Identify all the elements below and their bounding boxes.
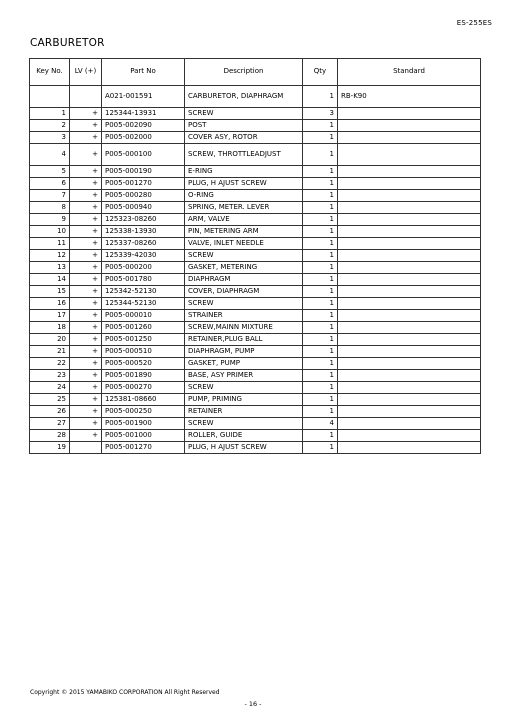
- cell-key: 13: [30, 262, 70, 274]
- cell-part-no: 125344-13931: [102, 108, 185, 120]
- cell-part-no: P005-001780: [102, 274, 185, 286]
- model-number: ES-255ES: [456, 19, 492, 27]
- table-row: [30, 190, 481, 202]
- cell-description: PLUG, H AJUST SCREW: [185, 442, 303, 454]
- cell-standard: [338, 310, 481, 322]
- cell-qty: 1: [303, 144, 338, 166]
- table-row: [30, 406, 481, 418]
- table-row: [30, 86, 481, 108]
- table-row: [30, 274, 481, 286]
- table-row: [30, 358, 481, 370]
- cell-standard: [338, 394, 481, 406]
- cell-part-no: 125342-52130: [102, 286, 185, 298]
- cell-qty: 1: [303, 86, 338, 108]
- table-row: [30, 144, 481, 166]
- cell-description: RETAINER,PLUG BALL: [185, 334, 303, 346]
- cell-lv: +: [70, 250, 102, 262]
- cell-standard: [338, 358, 481, 370]
- cell-lv: +: [70, 298, 102, 310]
- cell-qty: 1: [303, 370, 338, 382]
- cell-standard: [338, 286, 481, 298]
- cell-standard: [338, 418, 481, 430]
- page-number: - 16 -: [244, 700, 262, 708]
- cell-key: 20: [30, 334, 70, 346]
- cell-key: 27: [30, 418, 70, 430]
- header-lv: LV (+): [70, 59, 102, 86]
- cell-key: 14: [30, 274, 70, 286]
- cell-standard: [338, 214, 481, 226]
- cell-key: 28: [30, 430, 70, 442]
- cell-lv: +: [70, 322, 102, 334]
- cell-lv: [70, 86, 102, 108]
- cell-qty: 1: [303, 132, 338, 144]
- cell-part-no: P005-001260: [102, 322, 185, 334]
- cell-standard: [338, 108, 481, 120]
- cell-part-no: P005-001270: [102, 442, 185, 454]
- cell-standard: [338, 298, 481, 310]
- cell-part-no: P005-000940: [102, 202, 185, 214]
- cell-description: PUMP, PRIMING: [185, 394, 303, 406]
- cell-part-no: P005-000250: [102, 406, 185, 418]
- cell-standard: [338, 322, 481, 334]
- cell-lv: +: [70, 334, 102, 346]
- cell-qty: 1: [303, 358, 338, 370]
- cell-standard: [338, 250, 481, 262]
- cell-description: SPRING, METER. LEVER: [185, 202, 303, 214]
- cell-standard: [338, 430, 481, 442]
- cell-lv: [70, 442, 102, 454]
- cell-part-no: P005-001890: [102, 370, 185, 382]
- cell-description: ARM, VALVE: [185, 214, 303, 226]
- cell-key: 10: [30, 226, 70, 238]
- cell-standard: [338, 202, 481, 214]
- cell-description: SCREW: [185, 382, 303, 394]
- cell-key: 3: [30, 132, 70, 144]
- cell-part-no: P005-000190: [102, 166, 185, 178]
- cell-key: [30, 86, 70, 108]
- cell-lv: +: [70, 274, 102, 286]
- cell-key: 7: [30, 190, 70, 202]
- header-part-no: Part No: [102, 59, 185, 86]
- cell-part-no: P005-000280: [102, 190, 185, 202]
- cell-lv: +: [70, 382, 102, 394]
- cell-lv: +: [70, 262, 102, 274]
- cell-lv: +: [70, 108, 102, 120]
- cell-lv: +: [70, 132, 102, 144]
- cell-description: VALVE, INLET NEEDLE: [185, 238, 303, 250]
- cell-qty: 1: [303, 442, 338, 454]
- cell-description: SCREW: [185, 108, 303, 120]
- section-title: CARBURETOR: [30, 37, 105, 49]
- cell-qty: 1: [303, 166, 338, 178]
- cell-lv: +: [70, 310, 102, 322]
- table-row: [30, 132, 481, 144]
- cell-lv: +: [70, 166, 102, 178]
- table-row: [30, 166, 481, 178]
- cell-lv: +: [70, 406, 102, 418]
- cell-description: DIAPHRAGM: [185, 274, 303, 286]
- cell-key: 8: [30, 202, 70, 214]
- cell-qty: 1: [303, 238, 338, 250]
- cell-lv: +: [70, 144, 102, 166]
- table-row: [30, 238, 481, 250]
- cell-part-no: 125323-08260: [102, 214, 185, 226]
- header-qty: Qty: [303, 59, 338, 86]
- cell-key: 9: [30, 214, 70, 226]
- cell-description: COVER ASY, ROTOR: [185, 132, 303, 144]
- cell-qty: 1: [303, 250, 338, 262]
- cell-key: 6: [30, 178, 70, 190]
- cell-standard: [338, 226, 481, 238]
- table-row: [30, 418, 481, 430]
- table-row: [30, 442, 481, 454]
- cell-qty: 4: [303, 418, 338, 430]
- table-row: [30, 286, 481, 298]
- cell-qty: 1: [303, 262, 338, 274]
- header-standard: Standard: [338, 59, 481, 86]
- cell-key: 24: [30, 382, 70, 394]
- cell-qty: 1: [303, 274, 338, 286]
- cell-description: SCREW: [185, 298, 303, 310]
- cell-standard: [338, 370, 481, 382]
- cell-part-no: P005-001270: [102, 178, 185, 190]
- cell-description: COVER, DIAPHRAGM: [185, 286, 303, 298]
- table-row: [30, 430, 481, 442]
- cell-part-no: 125381-08660: [102, 394, 185, 406]
- cell-description: POST: [185, 120, 303, 132]
- cell-standard: [338, 120, 481, 132]
- cell-description: PIN, METERING ARM: [185, 226, 303, 238]
- cell-qty: 1: [303, 322, 338, 334]
- cell-standard: [338, 346, 481, 358]
- cell-lv: +: [70, 430, 102, 442]
- cell-qty: 1: [303, 346, 338, 358]
- table-row: [30, 334, 481, 346]
- cell-standard: [338, 442, 481, 454]
- cell-part-no: P005-000520: [102, 358, 185, 370]
- table-row: [30, 394, 481, 406]
- cell-description: E-RING: [185, 166, 303, 178]
- cell-lv: +: [70, 190, 102, 202]
- cell-part-no: 125344-52130: [102, 298, 185, 310]
- cell-standard: [338, 382, 481, 394]
- cell-qty: 1: [303, 430, 338, 442]
- table-row: [30, 250, 481, 262]
- cell-key: 5: [30, 166, 70, 178]
- cell-qty: 1: [303, 178, 338, 190]
- cell-lv: +: [70, 358, 102, 370]
- cell-description: SCREW, THROTTLEADJUST: [185, 144, 303, 166]
- cell-key: 19: [30, 442, 70, 454]
- cell-key: 12: [30, 250, 70, 262]
- cell-description: STRAINER: [185, 310, 303, 322]
- cell-part-no: P005-000100: [102, 144, 185, 166]
- cell-lv: +: [70, 238, 102, 250]
- cell-standard: [338, 334, 481, 346]
- table-row: [30, 346, 481, 358]
- cell-lv: +: [70, 370, 102, 382]
- cell-part-no: P005-000510: [102, 346, 185, 358]
- cell-standard: [338, 274, 481, 286]
- cell-part-no: P005-001000: [102, 430, 185, 442]
- cell-part-no: P005-001250: [102, 334, 185, 346]
- cell-description: DIAPHRAGM, PUMP: [185, 346, 303, 358]
- header-key: Key No.: [30, 59, 70, 86]
- cell-description: SCREW: [185, 418, 303, 430]
- cell-qty: 1: [303, 334, 338, 346]
- cell-description: CARBURETOR, DIAPHRAGM: [185, 86, 303, 108]
- cell-qty: 1: [303, 202, 338, 214]
- cell-lv: +: [70, 346, 102, 358]
- cell-qty: 1: [303, 394, 338, 406]
- cell-key: 23: [30, 370, 70, 382]
- table-row: [30, 214, 481, 226]
- cell-part-no: 125337-08260: [102, 238, 185, 250]
- table-row: [30, 262, 481, 274]
- cell-description: SCREW: [185, 250, 303, 262]
- cell-key: 15: [30, 286, 70, 298]
- cell-part-no: 125339-42030: [102, 250, 185, 262]
- cell-description: BASE, ASY PRIMER: [185, 370, 303, 382]
- cell-lv: +: [70, 286, 102, 298]
- cell-key: 17: [30, 310, 70, 322]
- cell-standard: [338, 262, 481, 274]
- cell-qty: 1: [303, 382, 338, 394]
- cell-description: PLUG, H AJUST SCREW: [185, 178, 303, 190]
- cell-lv: +: [70, 202, 102, 214]
- cell-lv: +: [70, 394, 102, 406]
- cell-qty: 1: [303, 120, 338, 132]
- cell-qty: 1: [303, 298, 338, 310]
- table-row: [30, 298, 481, 310]
- cell-qty: 1: [303, 214, 338, 226]
- cell-qty: 3: [303, 108, 338, 120]
- cell-part-no: P005-000270: [102, 382, 185, 394]
- cell-part-no: P005-001900: [102, 418, 185, 430]
- table-row: [30, 322, 481, 334]
- cell-part-no: P005-002000: [102, 132, 185, 144]
- cell-qty: 1: [303, 286, 338, 298]
- cell-key: 1: [30, 108, 70, 120]
- table-row: [30, 108, 481, 120]
- cell-description: SCREW,MAINN MIXTURE: [185, 322, 303, 334]
- cell-key: 26: [30, 406, 70, 418]
- cell-standard: [338, 238, 481, 250]
- cell-standard: [338, 178, 481, 190]
- cell-part-no: P005-002090: [102, 120, 185, 132]
- cell-part-no: P005-000200: [102, 262, 185, 274]
- cell-qty: 1: [303, 226, 338, 238]
- cell-part-no: A021-001591: [102, 86, 185, 108]
- header-description: Description: [185, 59, 303, 86]
- cell-description: ROLLER, GUIDE: [185, 430, 303, 442]
- cell-part-no: 125338-13930: [102, 226, 185, 238]
- table-row: [30, 178, 481, 190]
- cell-lv: +: [70, 418, 102, 430]
- cell-key: 2: [30, 120, 70, 132]
- cell-part-no: P005-000010: [102, 310, 185, 322]
- cell-qty: 1: [303, 190, 338, 202]
- cell-description: GASKET, PUMP: [185, 358, 303, 370]
- table-row: [30, 202, 481, 214]
- cell-key: 25: [30, 394, 70, 406]
- parts-table: [29, 58, 481, 454]
- cell-standard: [338, 166, 481, 178]
- cell-lv: +: [70, 120, 102, 132]
- table-row: [30, 310, 481, 322]
- cell-key: 22: [30, 358, 70, 370]
- table-row: [30, 382, 481, 394]
- cell-qty: 1: [303, 310, 338, 322]
- table-row: [30, 226, 481, 238]
- cell-description: O-RING: [185, 190, 303, 202]
- cell-standard: [338, 406, 481, 418]
- cell-description: GASKET, METERING: [185, 262, 303, 274]
- cell-standard: [338, 144, 481, 166]
- cell-key: 16: [30, 298, 70, 310]
- table-row: [30, 120, 481, 132]
- cell-key: 4: [30, 144, 70, 166]
- cell-qty: 1: [303, 406, 338, 418]
- cell-standard: [338, 190, 481, 202]
- table-row: [30, 370, 481, 382]
- cell-key: 11: [30, 238, 70, 250]
- table-header-row: [30, 59, 481, 86]
- copyright-notice: Copyright © 2015 YAMABIKO CORPORATION All Right Reserved: [30, 689, 220, 696]
- cell-description: RETAINER: [185, 406, 303, 418]
- cell-key: 21: [30, 346, 70, 358]
- cell-lv: +: [70, 226, 102, 238]
- cell-standard: RB-K90: [338, 86, 481, 108]
- cell-key: 18: [30, 322, 70, 334]
- cell-lv: +: [70, 178, 102, 190]
- parts-table-body: [30, 86, 481, 454]
- cell-standard: [338, 132, 481, 144]
- cell-lv: +: [70, 214, 102, 226]
